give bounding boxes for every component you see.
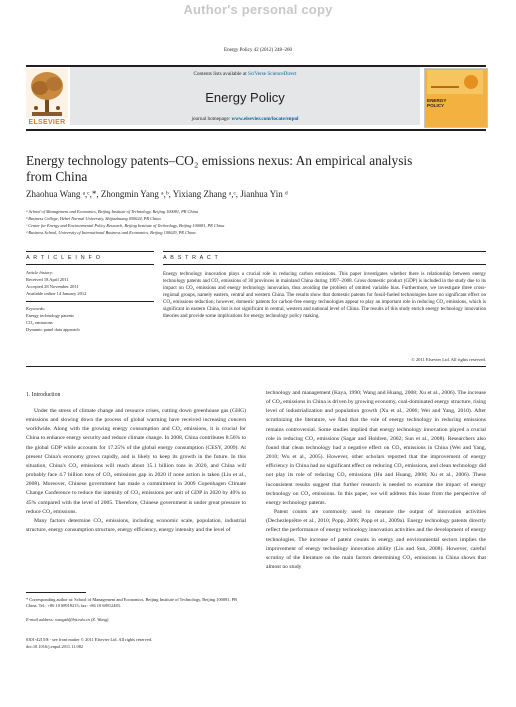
affiliation-b: ᵇ Business College, Hebei Normal University, Shijiazhuang 050024, PR China [26,216,161,221]
received-date: Received 18 April 2011 [26,277,69,282]
author-list: Zhaohua Wang ᵃ,ᶜ,*, Zhongmin Yang ᵃ,ᵇ, Yixiang Zhang ᵃ,ᶜ, Jianhua Yin ᵈ [26,189,288,199]
abstract-text: Energy technology innovation plays a crucial role in reducing carbon emissions. This paper investigates whether there is relationship between energy technology patents and CO₂ emissions of 30 provinces in mainland China during 1997–2008. Gross domestic product (GDP) is included in the study due to its impact on CO₂ emissions and energy technology innovation, thus avoiding the problem of omitted variable bias. Furthermore, we investigate three cross-regional groups, namely eastern, central and western China. The results show that domestic patents for fossil-fueled technologies have no significant effect on CO₂ emissions reduction; however, domestic patents for carbon-free energy technologies appear to play an important role in reducing CO₂ emissions, which is significant in eastern China, but is not significant in central, western and national level of China. The results of this study enrich energy technology innovation theories and provide some implications for energy technology policy making. [163,271,486,320]
affiliation-a: ᵃ School of Management and Economics, Beijing Institute of Technology, Beijing 100081, PR China [26,209,198,214]
info-keywords-rule [26,301,154,302]
affiliation-c: ᶜ Center for Energy and Environmental Policy Research, Beijing Institute of Technology, Beijing 100081, PR China [26,223,225,228]
cover-title-line2: POLICY [427,103,445,108]
keywords-label: Keywords: [26,306,46,311]
affiliation-d: ᵈ Business School, University of International Business and Economics, Beijing 100029, PR China [26,230,196,235]
abstract-bottom-rule [26,366,486,367]
journal-title: Energy Policy [205,90,285,105]
article-info-heading: A R T I C L E I N F O [26,255,102,261]
elsevier-tree-logo [26,68,68,126]
left-column [26,407,246,535]
header-bottom-rule [26,129,486,131]
accepted-date: Accepted 28 November 2011 [26,284,79,289]
keyword-item: Energy technology patents [26,313,74,318]
watermark: Author's personal copy [183,2,333,17]
homepage-link[interactable]: www.elsevier.com/locate/enpol [231,116,299,122]
issn-line: 0301-4215/$ - see front matter © 2011 Elsevier Ltd. All rights reserved. [26,637,153,642]
intro-paragraph: technology and management (Kaya, 1990; Wang and Huang, 2008; Xu et al., 2006). The increase of CO₂ emissions in China is driven by growing economy, coal-dominated energy structure, rising level of industrialization and population growth (Xu et al., 2006; Wei and Yang, 2010). After scrutinizing the literature, we find that the role of energy technology in reducing emissions remains controversial. Some studies implied that energy technology innovation played a crucial role in reducing CO₂ emissions (Sagar and Holdren, 2002; Sun et al., 2008). Researchers also found that clean technology had a negative effect on CO₂ emissions in China (Wei and Yang, 2010; Wu et al., 2005). However, other scholars reported that the improvement of energy efficiency in China had no significant effect on reducing CO₂ emissions, and clean technology did not play its role of reducing CO₂ emissions (Hu and Huang, 2008; Xu et al., 2006). These inconsistent results suggest that further research is needed to examine the impact of energy technology on CO₂ emissions. In this paper, we will address this issue from the perspective of energy technology patents. [266,390,486,506]
email-footnote: E-mail address: wangzh@bit.edu.cn (Z. Wang). [26,617,110,622]
keyword-item: Dynamic panel data approach [26,327,80,332]
available-date: Available online 14 January 2012 [26,291,87,296]
cover-title [427,98,485,108]
cover-title-line1: ENERGY [427,98,447,103]
info-mid-rule [26,264,154,265]
abstract-top-rule [163,251,486,252]
abstract-mid-rule [163,264,486,265]
contents-line [70,71,420,77]
contents-prefix: Contents lists available at [193,71,248,77]
article-history-label: Article history: [26,270,54,275]
homepage-line [70,116,420,122]
title-line2: from China [26,169,88,184]
info-top-rule [26,251,154,252]
cover-graphic [427,70,483,94]
keyword-item: CO₂ emissions [26,320,53,325]
doi-line[interactable]: doi:10.1016/j.enpol.2011.11.082 [26,644,84,649]
abstract-heading: A B S T R A C T [163,255,220,261]
article-title [26,153,486,185]
corresponding-author-footnote: * Corresponding author at: School of Management and Economics, Beijing Institute of Technology, Beijing 100081, PR China. Tel.: +86 10 68918213; fax: +86 10 68912483. [26,597,238,608]
intro-paragraph: Patent counts are commonly used to measure the output of innovation activities (Dechezleprêtre et al., 2010; Popp, 2006; Popp et al., 2009a). Energy technology patents directly reflect the performance of energy technology innovation activities and the development of energy technologies. The increase of patent counts in energy and environmental sectors implies the improvement of energy technology innovation ability (Liu and Sun, 2008). However, careful scrutiny of the literature on the main factors determining CO₂ emissions in China shows that almost no study [266,509,486,570]
journal-citation: Energy Policy 42 (2012) 248–260 [224,48,292,53]
intro-paragraph: Under the stress of climate change and resource crises, cutting down greenhouse gas (GHG) emissions and slowing down the process of global warming have received increasing concern worldwide. Along with the growing energy consumption and CO₂ emissions, it is crucial for China to enhance energy security and reduce climate change. In 2008, China contributes 8.56% to the global GDP while accounts for 17.25% of the global energy consumption (CESY, 2009). At present China's economy grows rapidly, and is likely to keep its growth in the future. In this situation, China's CO₂ emissions will reach about 15.1 billion tons in 2020, and China will probably face 4.7 billion tons of CO₂ emissions gap in 2020 if none action is taken (Liu et al., 2008). Moreover, Chinese government has made a commitment in 2009 Copenhagen Climate Change Conference to reduce the intensity of CO₂ emissions per unit of GDP in 2020 by 40% to 45% compared with the level of 2005. Therefore, Chinese government is under great pressure to reduce CO₂ emissions. [26,408,246,515]
intro-paragraph: Many factors determine CO₂ emissions, including economic scale, population, industrial structure, energy consumption structure, energy efficiency, energy intensity and the level of [26,517,246,534]
right-column [266,389,486,572]
title-line1: Energy technology patents–CO₂ emissions nexus: An empirical analysis [26,153,413,168]
sciencedirect-link[interactable]: SciVerse ScienceDirect [247,71,297,77]
elsevier-wordmark: ELSEVIER [28,119,66,126]
abstract-copyright: © 2011 Elsevier Ltd. All rights reserved. [411,357,486,362]
footnote-rule [26,592,86,593]
homepage-prefix: journal homepage: [191,116,232,122]
section-heading-introduction: 1. Introduction [26,392,61,398]
